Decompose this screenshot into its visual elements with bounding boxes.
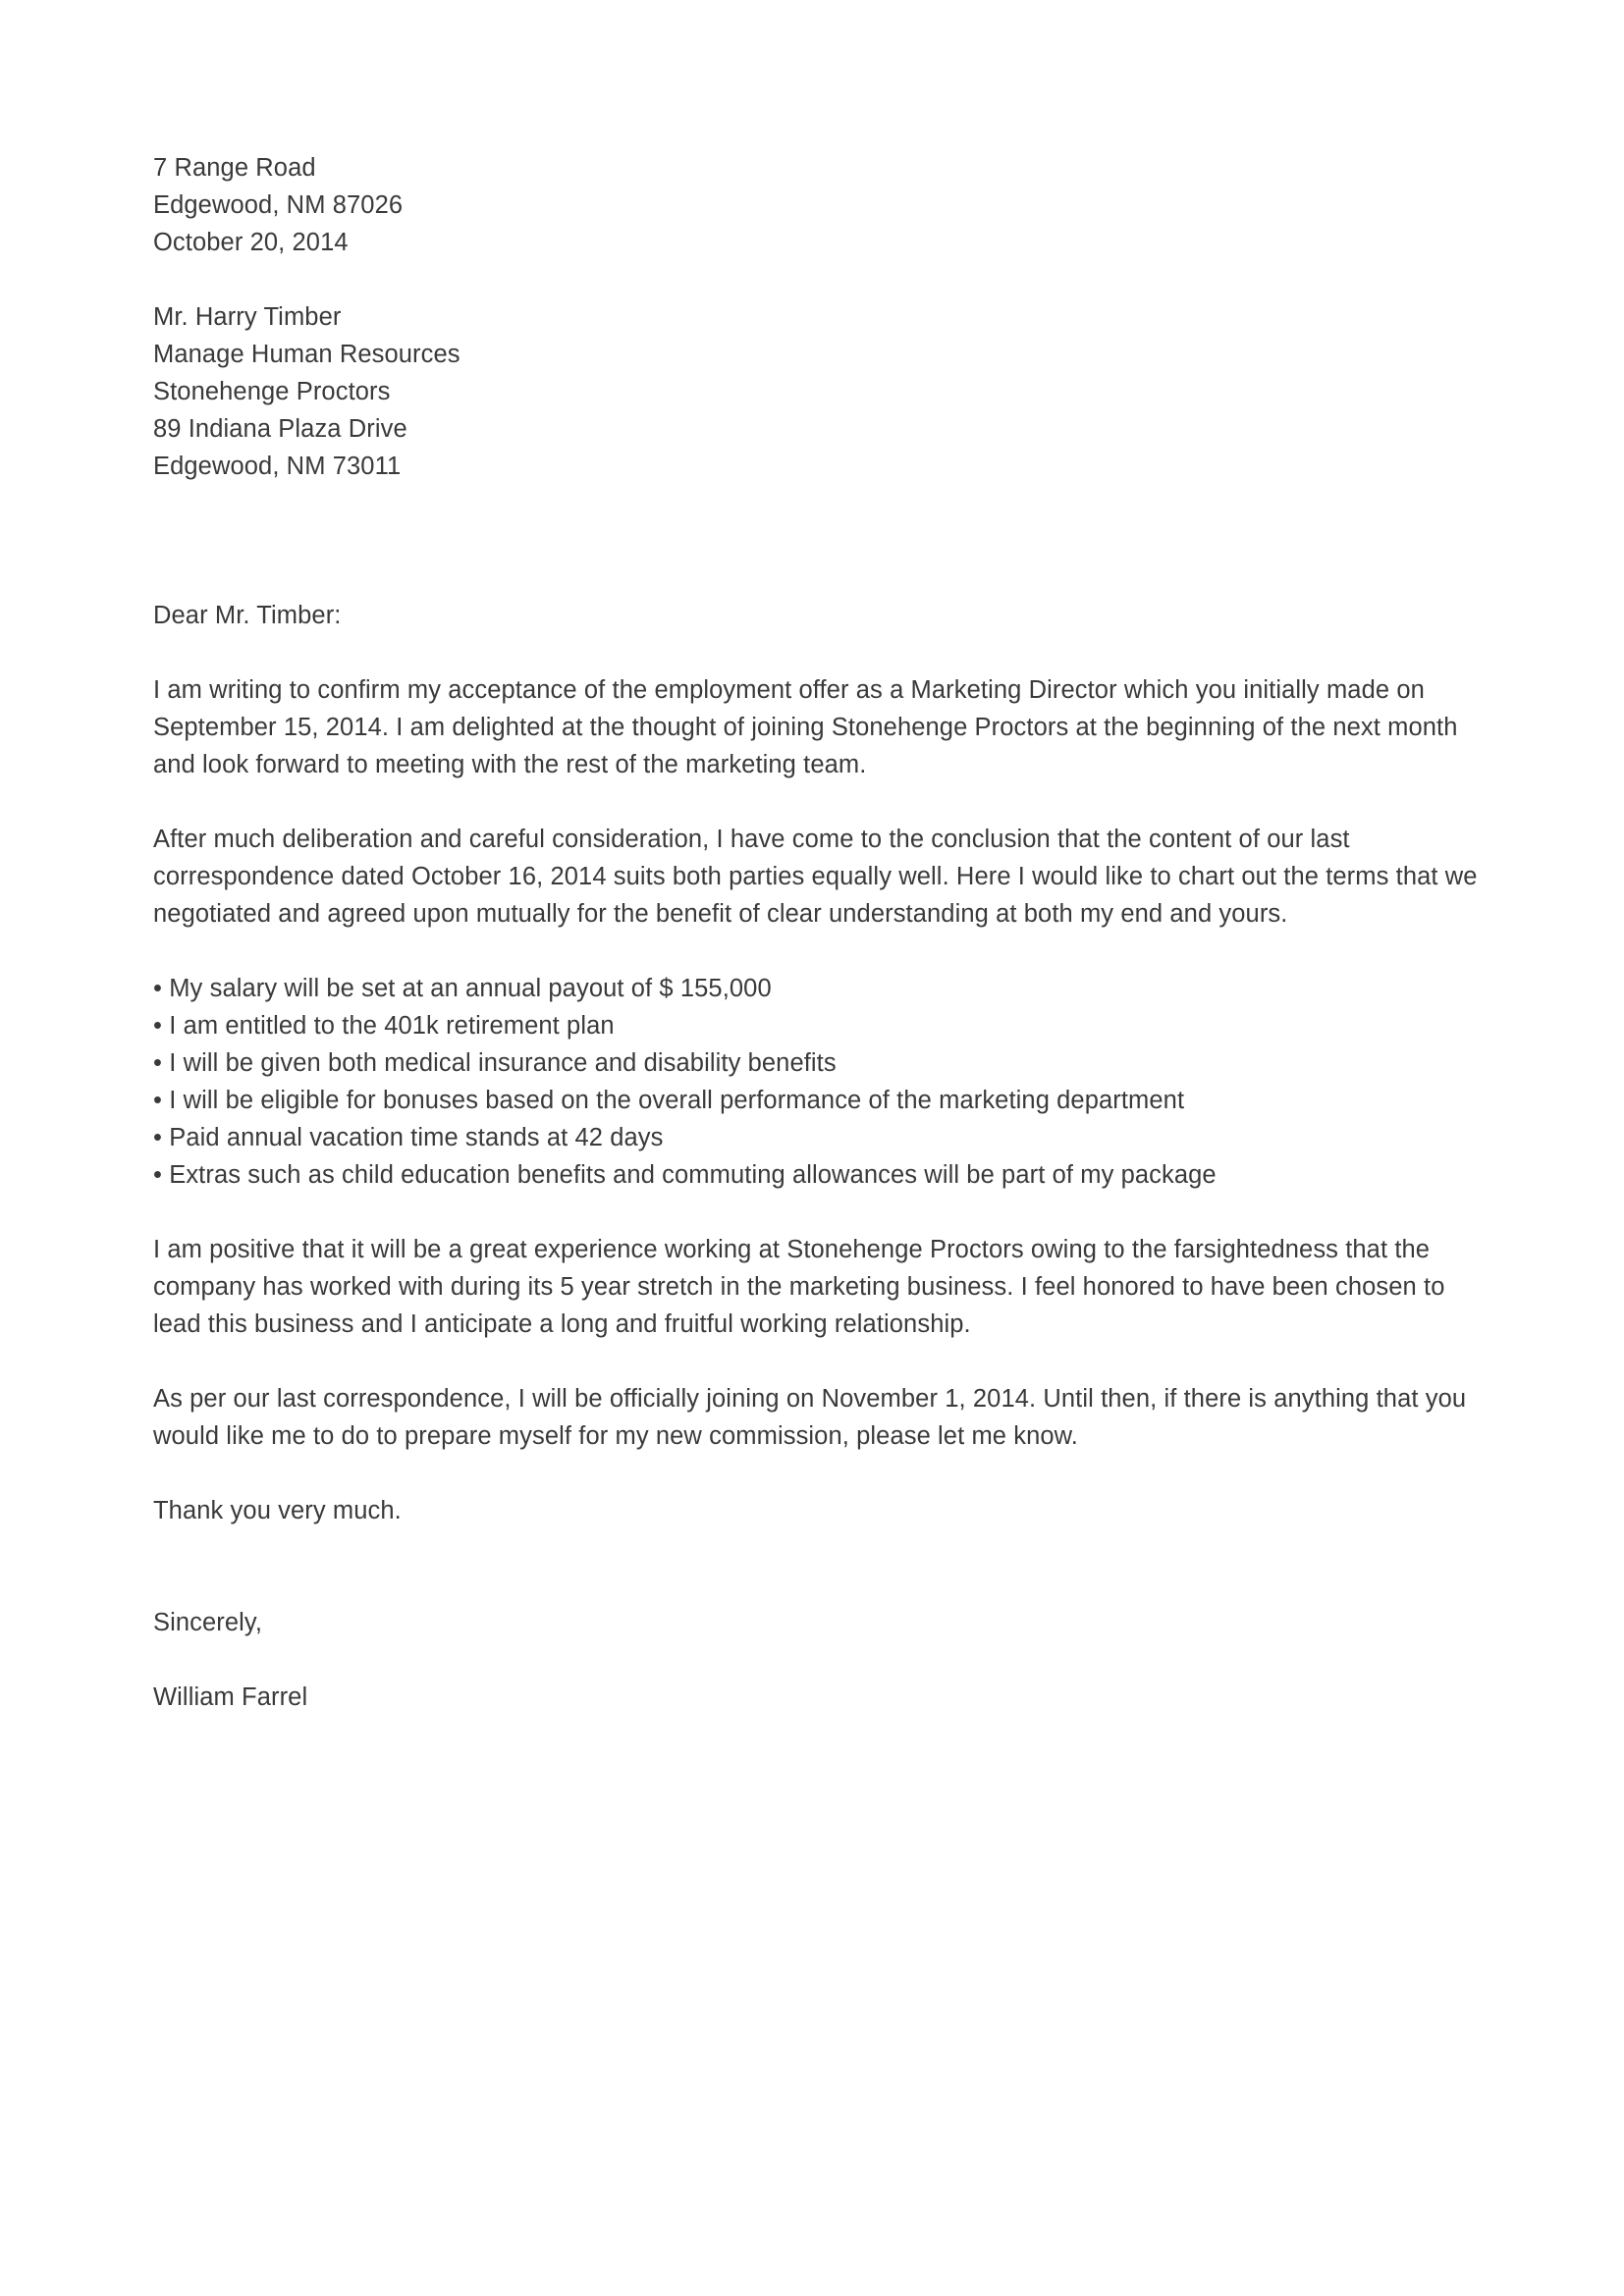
recipient-street: 89 Indiana Plaza Drive (153, 415, 407, 443)
spacer-closing-signature (153, 1641, 1479, 1679)
term-text: Extras such as child education benefits and commuting allowances will be part of my package (169, 1161, 1217, 1189)
spacer-recipient-salutation (153, 485, 1479, 597)
sender-address-block (153, 149, 1479, 261)
list-item (153, 1082, 1479, 1119)
term-text: I will be eligible for bonuses based on the overall performance of the marketing department (169, 1087, 1185, 1114)
recipient-address-block (153, 298, 1479, 485)
term-text: I will be given both medical insurance and disability benefits (169, 1049, 837, 1077)
bullet-icon: • (153, 1012, 163, 1040)
list-item (153, 1156, 1479, 1194)
terms-list (153, 970, 1479, 1194)
term-text: My salary will be set at an annual payout of $ 155,000 (169, 975, 772, 1002)
term-text: Paid annual vacation time stands at 42 days (169, 1124, 664, 1151)
recipient-company: Stonehenge Proctors (153, 378, 391, 405)
bullet-icon: • (153, 1087, 163, 1114)
closing: Sincerely, (153, 1609, 263, 1636)
list-item (153, 970, 1479, 1007)
salutation: Dear Mr. Timber: (153, 602, 342, 629)
spacer-2 (153, 783, 1479, 821)
paragraph-joining-date: As per our last correspondence, I will be officially joining on November 1, 2014. Until then, if there is anything that you would like me to do to prepare myself for my new commission, please let me know. (153, 1385, 1467, 1450)
signature-name: William Farrel (153, 1683, 308, 1711)
bullet-icon: • (153, 975, 163, 1002)
spacer-thanks-closing (153, 1529, 1479, 1604)
bullet-icon: • (153, 1161, 163, 1189)
spacer-6 (153, 1455, 1479, 1492)
sender-street: 7 Range Road (153, 154, 316, 182)
spacer-sender-recipient (153, 261, 1479, 298)
spacer-5 (153, 1343, 1479, 1380)
paragraph-positive: I am positive that it will be a great experience working at Stonehenge Proctors owing to the farsightedness that the company has worked with during its 5 year stretch in the marketing business. I feel honored to have been chosen to lead this business and I anticipate a long and fruitful working relationship. (153, 1236, 1445, 1338)
letter-date: October 20, 2014 (153, 229, 349, 256)
bullet-icon: • (153, 1049, 163, 1077)
recipient-name: Mr. Harry Timber (153, 303, 342, 331)
spacer-4 (153, 1194, 1479, 1231)
paragraph-thanks: Thank you very much. (153, 1497, 402, 1524)
list-item (153, 1007, 1479, 1044)
spacer-3 (153, 933, 1479, 970)
list-item (153, 1044, 1479, 1082)
sender-city-state-zip: Edgewood, NM 87026 (153, 191, 404, 219)
letter-body (153, 149, 1479, 1716)
list-item (153, 1119, 1479, 1156)
recipient-city-state-zip: Edgewood, NM 73011 (153, 453, 402, 480)
paragraph-acceptance: I am writing to confirm my acceptance of the employment offer as a Marketing Director which you initially made on September 15, 2014. I am delighted at the thought of joining Stonehenge Proctors at the beginning of the next month and look forward to meeting with the rest of the marketing team. (153, 676, 1458, 778)
recipient-title: Manage Human Resources (153, 341, 460, 368)
bullet-icon: • (153, 1124, 163, 1151)
term-text: I am entitled to the 401k retirement plan (169, 1012, 615, 1040)
paragraph-deliberation: After much deliberation and careful consideration, I have come to the conclusion that the content of our last correspondence dated October 16, 2014 suits both parties equally well. Here I would like to chart out the terms that we negotiated and agreed upon mutually for the benefit of clear understanding at both my end and yours. (153, 826, 1478, 928)
spacer-1 (153, 634, 1479, 671)
